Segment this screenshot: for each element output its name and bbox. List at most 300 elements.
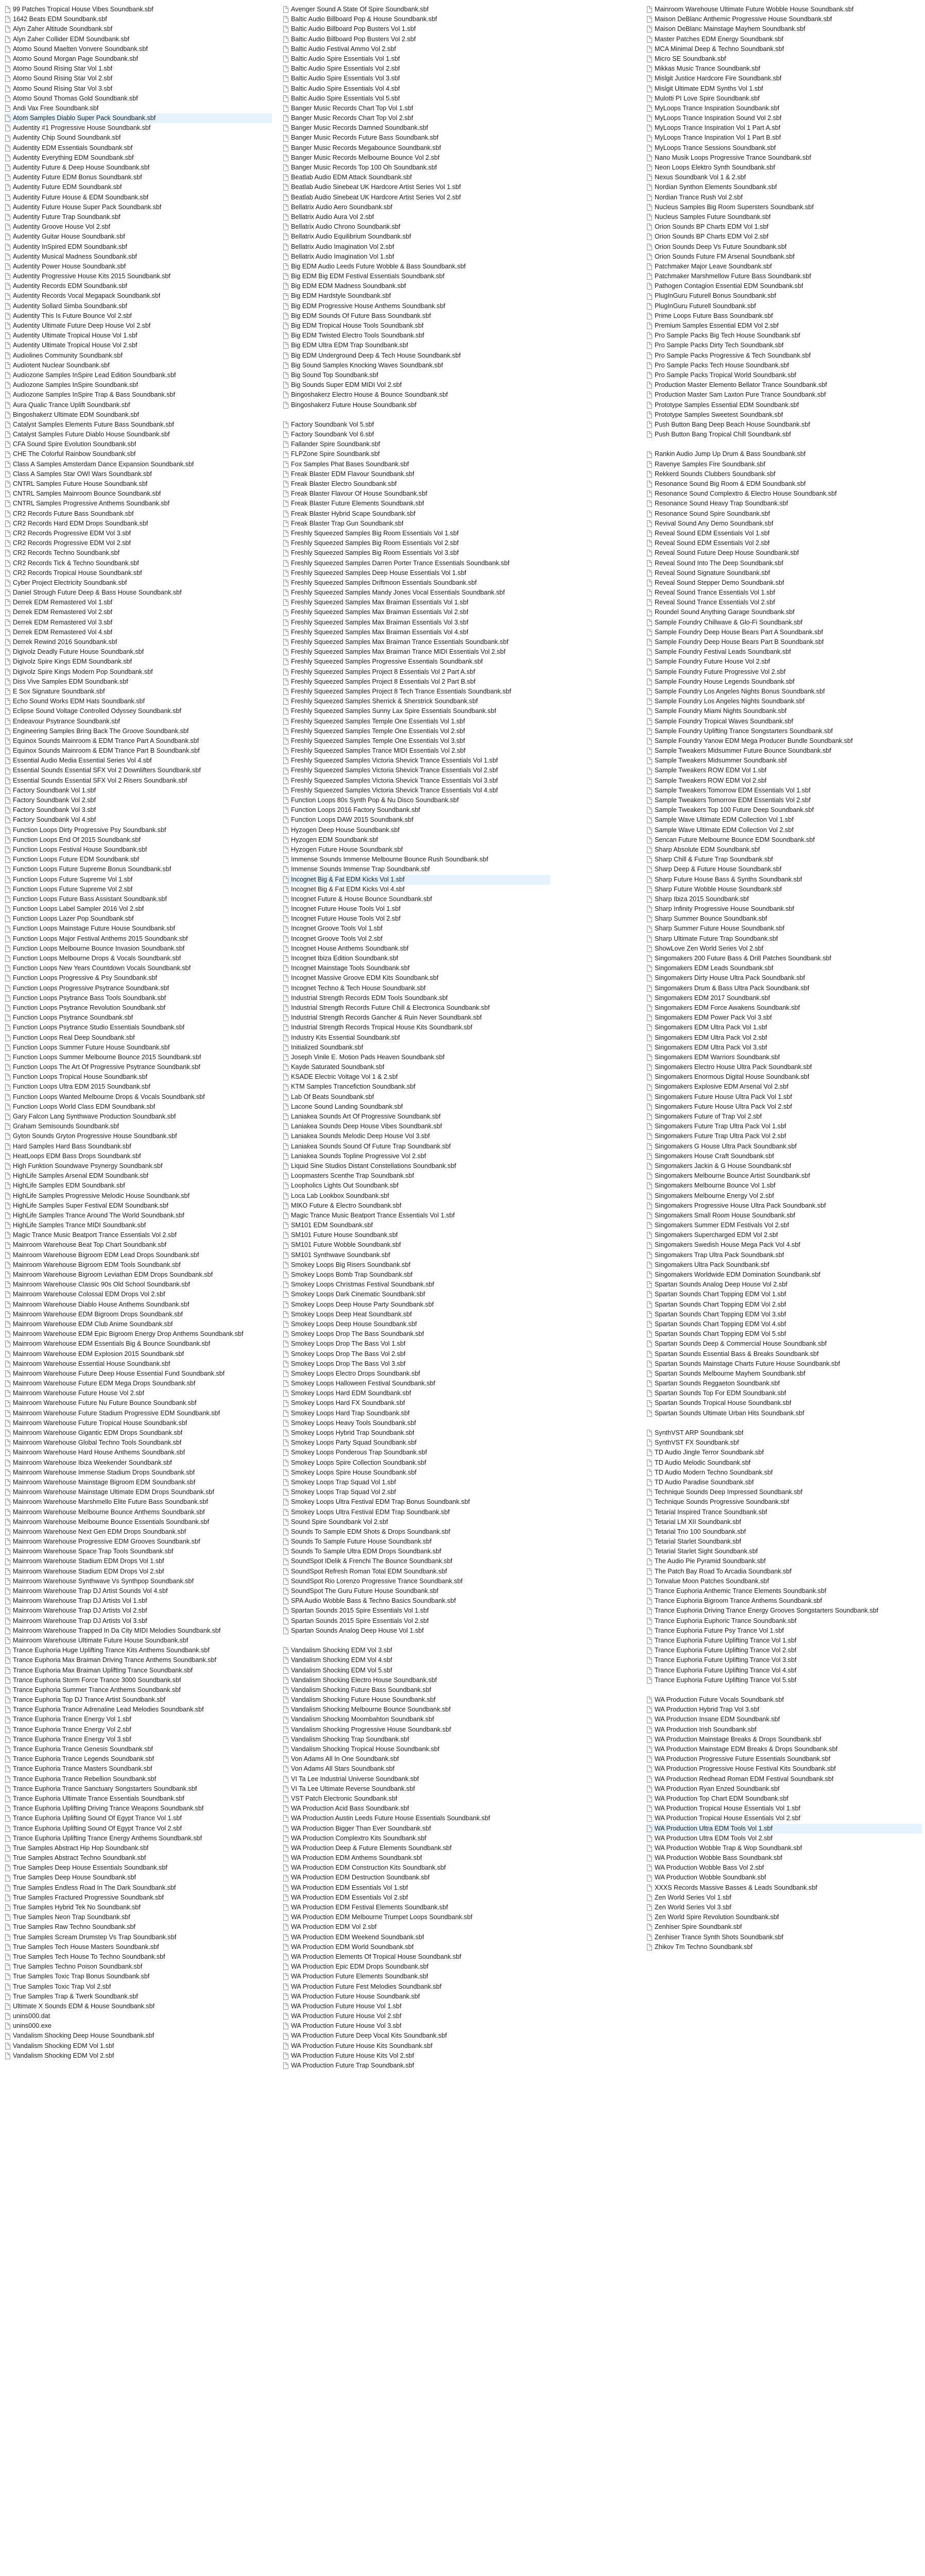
file-item[interactable] [4,647,272,657]
file-item[interactable] [646,1824,922,1834]
file-item[interactable] [646,1715,922,1724]
file-item[interactable] [646,637,922,647]
file-item[interactable] [4,291,272,301]
file-item[interactable] [4,568,272,578]
file-item[interactable] [282,1705,550,1715]
file-item[interactable] [646,123,922,133]
file-item[interactable] [4,123,272,133]
file-item[interactable] [646,1567,922,1577]
file-item[interactable] [4,1211,272,1221]
file-item[interactable] [282,1507,550,1517]
file-item[interactable] [282,1082,550,1092]
file-item[interactable] [282,598,550,607]
file-item[interactable] [4,529,272,538]
file-item[interactable] [646,717,922,726]
file-item[interactable] [646,1438,922,1448]
file-item[interactable] [282,1379,550,1388]
file-item[interactable] [4,855,272,865]
file-item[interactable] [282,865,550,874]
file-item[interactable] [646,1893,922,1903]
file-item[interactable] [646,697,922,706]
file-item[interactable] [646,153,922,163]
file-item[interactable] [282,1458,550,1468]
file-item[interactable] [646,1221,922,1230]
file-item[interactable] [4,1556,272,1566]
file-item[interactable] [646,1556,922,1566]
file-item[interactable] [282,1626,550,1636]
file-item[interactable] [4,1824,272,1834]
file-item[interactable] [282,1646,550,1655]
file-item[interactable] [4,1062,272,1072]
file-item[interactable] [4,479,272,489]
file-item[interactable] [4,272,272,281]
file-item[interactable] [282,805,550,815]
file-item[interactable] [646,44,922,54]
file-item[interactable] [282,1903,550,1912]
file-item[interactable] [282,954,550,963]
file-item[interactable] [646,222,922,232]
file-item[interactable] [646,460,922,469]
file-item[interactable] [282,766,550,775]
file-item[interactable] [646,1211,922,1221]
file-item[interactable] [4,163,272,173]
file-item[interactable] [646,35,922,44]
file-item[interactable] [646,281,922,291]
file-item[interactable] [282,1774,550,1784]
file-item[interactable] [282,1102,550,1112]
file-item[interactable] [4,430,272,439]
file-item[interactable] [646,262,922,272]
file-item[interactable] [646,1171,922,1181]
file-item[interactable] [282,538,550,548]
file-item[interactable] [282,1804,550,1814]
file-item[interactable] [646,1834,922,1843]
file-item[interactable] [4,1131,272,1141]
file-item[interactable] [646,1537,922,1547]
file-item[interactable] [4,1388,272,1398]
file-item[interactable] [282,1023,550,1032]
file-item[interactable] [282,1191,550,1201]
file-item[interactable] [4,1606,272,1616]
file-item[interactable] [4,904,272,914]
file-item[interactable] [282,1409,550,1418]
file-item[interactable] [646,1102,922,1112]
file-item[interactable] [646,370,922,380]
file-item[interactable] [4,1744,272,1754]
file-item[interactable] [282,736,550,746]
file-item[interactable] [4,1675,272,1685]
file-item[interactable] [4,1962,272,1972]
file-item[interactable] [4,1933,272,1942]
file-item[interactable] [282,1655,550,1665]
file-item[interactable] [282,1319,550,1329]
file-item[interactable] [646,786,922,795]
file-item[interactable] [282,1517,550,1527]
file-item[interactable] [646,1695,922,1705]
file-item[interactable] [4,914,272,924]
file-item[interactable] [4,776,272,786]
file-item[interactable] [282,578,550,588]
file-item[interactable] [4,1003,272,1013]
file-item[interactable] [646,529,922,538]
file-item[interactable] [646,973,922,983]
file-item[interactable] [282,499,550,509]
file-item[interactable] [4,460,272,469]
file-item[interactable] [4,1586,272,1596]
file-item[interactable] [646,1280,922,1290]
file-item[interactable] [4,1122,272,1131]
file-item[interactable] [646,1744,922,1754]
file-item[interactable] [646,875,922,885]
file-item[interactable] [646,1774,922,1784]
file-item[interactable] [4,628,272,637]
file-item[interactable] [4,637,272,647]
file-item[interactable] [646,1339,922,1349]
file-item[interactable] [646,212,922,222]
file-item[interactable] [282,1398,550,1408]
file-item[interactable] [282,449,550,459]
file-item[interactable] [282,568,550,578]
file-item[interactable] [282,934,550,944]
file-item[interactable] [282,232,550,242]
file-item[interactable] [4,1547,272,1556]
file-item[interactable] [4,1102,272,1112]
file-item[interactable] [4,400,272,410]
file-item[interactable] [646,1655,922,1665]
file-item[interactable] [646,1497,922,1507]
file-item[interactable] [4,1369,272,1379]
file-item[interactable] [4,934,272,944]
file-item[interactable] [282,1577,550,1586]
file-item[interactable] [4,548,272,558]
file-item[interactable] [4,153,272,163]
file-item[interactable] [4,1646,272,1655]
file-item[interactable] [646,756,922,766]
file-item[interactable] [4,449,272,459]
file-item[interactable] [646,74,922,83]
file-item[interactable] [4,1438,272,1448]
file-item[interactable] [282,1794,550,1804]
file-item[interactable] [282,84,550,94]
file-item[interactable] [646,1359,922,1369]
file-item[interactable] [4,1201,272,1211]
file-item[interactable] [4,1685,272,1695]
file-item[interactable] [4,24,272,34]
file-item[interactable] [4,35,272,44]
file-item[interactable] [646,449,922,459]
file-item[interactable] [282,439,550,449]
file-item[interactable] [4,1517,272,1527]
file-item[interactable] [646,1003,922,1013]
file-item[interactable] [4,113,272,123]
file-item[interactable] [282,2011,550,2021]
file-item[interactable] [282,222,550,232]
file-item[interactable] [282,1142,550,1151]
file-item[interactable] [282,1912,550,1922]
file-item[interactable] [4,222,272,232]
file-item[interactable] [282,1122,550,1131]
file-item[interactable] [4,252,272,262]
file-item[interactable] [282,54,550,64]
file-item[interactable] [4,1784,272,1794]
file-item[interactable] [4,1725,272,1735]
file-item[interactable] [282,479,550,489]
file-item[interactable] [646,341,922,350]
file-item[interactable] [646,598,922,607]
file-item[interactable] [4,578,272,588]
file-item[interactable] [282,1843,550,1853]
file-item[interactable] [646,1388,922,1398]
file-item[interactable] [4,1972,272,1981]
file-item[interactable] [4,519,272,529]
file-item[interactable] [282,746,550,756]
file-item[interactable] [282,894,550,904]
file-item[interactable] [646,855,922,865]
file-item[interactable] [646,5,922,14]
file-item[interactable] [646,687,922,697]
file-item[interactable] [4,1497,272,1507]
file-item[interactable] [282,133,550,143]
file-item[interactable] [4,104,272,113]
file-item[interactable] [282,1567,550,1577]
file-item[interactable] [646,499,922,509]
file-item[interactable] [646,736,922,746]
file-item[interactable] [282,1260,550,1270]
file-item[interactable] [4,1863,272,1873]
file-item[interactable] [4,1072,272,1082]
file-item[interactable] [282,1715,550,1724]
file-item[interactable] [646,1873,922,1883]
file-item[interactable] [4,1527,272,1537]
file-item[interactable] [282,1448,550,1458]
file-item[interactable] [646,420,922,430]
file-item[interactable] [4,1240,272,1250]
file-item[interactable] [282,2021,550,2031]
file-item[interactable] [646,1379,922,1388]
file-item[interactable] [646,104,922,113]
file-item[interactable] [646,1547,922,1556]
file-item[interactable] [282,1972,550,1981]
file-item[interactable] [646,1616,922,1626]
file-item[interactable] [4,1804,272,1814]
file-item[interactable] [646,1240,922,1250]
file-item[interactable] [646,1764,922,1774]
file-item[interactable] [282,212,550,222]
file-item[interactable] [282,1339,550,1349]
file-item[interactable] [282,2061,550,2071]
file-item[interactable] [4,1359,272,1369]
file-item[interactable] [646,1270,922,1280]
file-item[interactable] [646,1082,922,1092]
file-item[interactable] [646,1260,922,1270]
file-item[interactable] [4,1161,272,1171]
file-item[interactable] [4,963,272,973]
file-item[interactable] [4,697,272,706]
file-item[interactable] [282,1537,550,1547]
file-item[interactable] [4,1023,272,1032]
file-item[interactable] [646,1428,922,1438]
file-item[interactable] [282,469,550,479]
file-item[interactable] [282,1003,550,1013]
file-item[interactable] [282,1863,550,1873]
file-item[interactable] [4,94,272,104]
file-item[interactable] [646,410,922,420]
file-item[interactable] [646,706,922,716]
file-item[interactable] [282,1982,550,1992]
file-item[interactable] [282,1922,550,1932]
file-item[interactable] [646,400,922,410]
file-item[interactable] [646,1092,922,1102]
file-item[interactable] [4,894,272,904]
file-item[interactable] [4,1636,272,1646]
file-item[interactable] [4,1428,272,1438]
file-item[interactable] [282,1883,550,1893]
file-item[interactable] [4,1092,272,1102]
file-item[interactable] [282,262,550,272]
file-item[interactable] [4,984,272,993]
file-item[interactable] [4,1043,272,1053]
file-item[interactable] [646,993,922,1003]
file-item[interactable] [646,904,922,914]
file-item[interactable] [282,1606,550,1616]
file-item[interactable] [646,242,922,252]
file-item[interactable] [282,519,550,529]
file-item[interactable] [646,1487,922,1497]
file-item[interactable] [646,1319,922,1329]
file-item[interactable] [4,143,272,153]
file-item[interactable] [4,182,272,192]
file-item[interactable] [646,1883,922,1893]
file-item[interactable] [4,1379,272,1388]
file-item[interactable] [4,54,272,64]
file-item[interactable] [646,568,922,578]
file-item[interactable] [4,845,272,855]
file-item[interactable] [282,311,550,321]
file-item[interactable] [646,815,922,825]
file-item[interactable] [4,351,272,361]
file-item[interactable] [282,1616,550,1626]
file-item[interactable] [4,687,272,697]
file-item[interactable] [282,1112,550,1122]
file-item[interactable] [282,786,550,795]
file-item[interactable] [4,331,272,341]
file-item[interactable] [646,766,922,775]
file-item[interactable] [4,1774,272,1784]
file-item[interactable] [4,1883,272,1893]
file-item[interactable] [282,1151,550,1161]
file-item[interactable] [646,1922,922,1932]
file-item[interactable] [4,993,272,1003]
file-item[interactable] [646,538,922,548]
file-item[interactable] [4,875,272,885]
file-item[interactable] [646,1448,922,1458]
file-item[interactable] [282,14,550,24]
file-item[interactable] [4,2021,272,2031]
file-item[interactable] [646,469,922,479]
file-item[interactable] [646,835,922,845]
file-item[interactable] [646,301,922,311]
file-item[interactable] [4,598,272,607]
file-item[interactable] [4,1735,272,1744]
file-item[interactable] [282,2051,550,2061]
file-item[interactable] [282,1013,550,1023]
file-item[interactable] [646,1250,922,1260]
file-item[interactable] [282,390,550,400]
file-item[interactable] [282,1487,550,1497]
file-item[interactable] [282,1131,550,1141]
file-item[interactable] [4,1834,272,1843]
file-item[interactable] [282,1290,550,1299]
file-item[interactable] [4,1053,272,1062]
file-item[interactable] [646,1349,922,1359]
file-item[interactable] [282,697,550,706]
file-item[interactable] [282,1250,550,1260]
file-item[interactable] [646,548,922,558]
file-item[interactable] [282,1596,550,1606]
file-item[interactable] [282,1062,550,1072]
file-item[interactable] [646,677,922,687]
file-item[interactable] [282,1547,550,1556]
file-item[interactable] [646,489,922,499]
file-item[interactable] [4,944,272,954]
file-item[interactable] [646,657,922,667]
file-item[interactable] [646,628,922,637]
file-item[interactable] [4,202,272,212]
file-item[interactable] [282,855,550,865]
file-item[interactable] [282,1962,550,1972]
file-item[interactable] [4,657,272,667]
file-item[interactable] [282,776,550,786]
file-item[interactable] [282,1438,550,1448]
file-item[interactable] [646,1705,922,1715]
file-item[interactable] [4,1814,272,1823]
file-item[interactable] [282,914,550,924]
file-item[interactable] [646,1053,922,1062]
file-item[interactable] [282,1527,550,1537]
file-item[interactable] [4,1715,272,1724]
file-item[interactable] [4,1260,272,1270]
file-item[interactable] [4,1626,272,1636]
file-item[interactable] [4,1992,272,2002]
file-item[interactable] [282,904,550,914]
file-item[interactable] [282,1468,550,1478]
file-item[interactable] [4,1873,272,1883]
file-item[interactable] [646,311,922,321]
file-item[interactable] [282,321,550,331]
file-item[interactable] [646,1754,922,1764]
file-item[interactable] [282,113,550,123]
file-item[interactable] [646,914,922,924]
file-item[interactable] [4,361,272,370]
file-item[interactable] [646,380,922,390]
file-item[interactable] [646,291,922,301]
file-item[interactable] [282,460,550,469]
file-item[interactable] [282,1240,550,1250]
file-item[interactable] [4,1478,272,1487]
file-item[interactable] [282,1834,550,1843]
file-item[interactable] [282,420,550,430]
file-item[interactable] [646,1131,922,1141]
file-item[interactable] [4,1458,272,1468]
file-item[interactable] [646,84,922,94]
file-item[interactable] [4,173,272,182]
file-item[interactable] [646,113,922,123]
file-item[interactable] [4,1290,272,1299]
file-item[interactable] [4,1764,272,1774]
file-item[interactable] [646,143,922,153]
file-item[interactable] [4,1912,272,1922]
file-item[interactable] [4,1329,272,1339]
